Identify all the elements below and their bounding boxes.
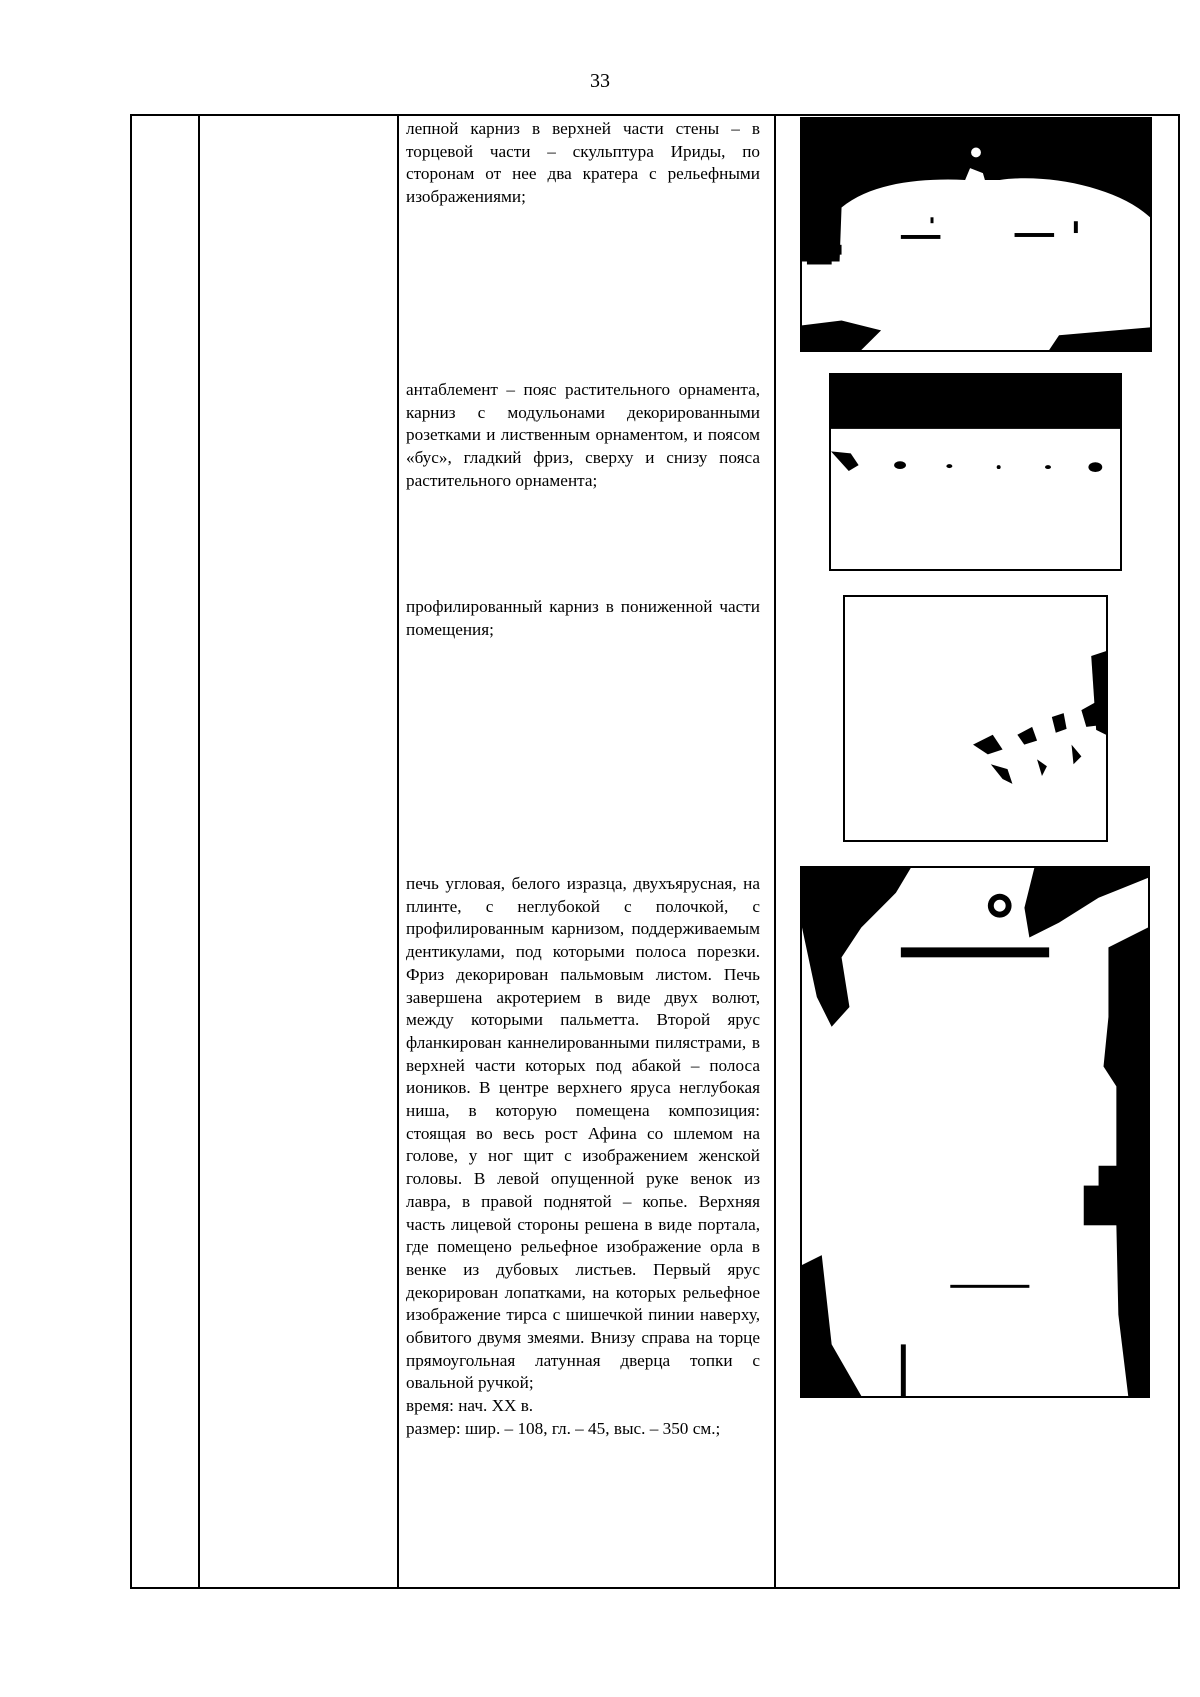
photo-corner-stove: [800, 866, 1150, 1398]
page-number: 33: [590, 70, 610, 92]
profiled-cornice-image: [845, 597, 1106, 840]
description-text: лепной карниз в верхней части стены – в торцевой части – скульптура Ириды, по сторонам от нее два кратера с рельефными изображениями;: [406, 119, 760, 207]
row-2-description: [406, 379, 760, 493]
ceiling-cornice-image: [802, 119, 1150, 350]
size-text: размер: шир. – 108, гл. – 45, выс. – 350 см.;: [406, 1418, 721, 1438]
description-text: печь угловая, белого изразца, двухъярусная, на плинте, с неглубокой с полочкой, с профилированным карнизом, поддерживаемым дентикулами, под которыми полоса порезки. Фриз декорирован пальмовым листом. Печь завершена акротерием в виде двух волют, между которыми пальметта. Второй ярус фланкирован каннелированными пилястрами, в верхней части которых под абакой – полоса иоников. В центре верхнего яруса неглубокая ниша, в которую помещена композиция: стоящая во весь рост Афина со шлемом на голове, у ног щит с изображением женской головы. В левой опущенной руке венок из лавра, в правой поднятой – копье. Верхняя часть лицевой стороны решена в виде портала, где помещено рельефное изображение орла в венке из дубовых листьев. Первый ярус декорирован лопатками, на которых рельефное изображение тирса с шишечкой пинии наверху, обвитого двумя змеями. Внизу справа на торце прямоугольная латунная дверца топки с овальной ручкой;: [406, 874, 760, 1393]
row-4-description: [406, 873, 760, 1441]
column-divider-3: [774, 116, 776, 1587]
entablature-image: [831, 375, 1120, 569]
photo-profiled-cornice: [843, 595, 1108, 842]
photo-ceiling-cornice: [800, 117, 1152, 352]
row-1-description: [406, 118, 760, 209]
description-text: профилированный карниз в пониженной части помещения;: [406, 597, 760, 639]
time-text: время: нач. XX в.: [406, 1396, 534, 1416]
row-3-description: [406, 596, 760, 641]
column-divider-1: [198, 116, 200, 1587]
column-divider-2: [397, 116, 399, 1587]
description-text: антаблемент – пояс растительного орнамента, карниз с модульонами декорированными розетками и лиственным орнаментом, и поясом «бус», гладкий фриз, сверху и снизу пояса растительного орнамента;: [406, 380, 760, 490]
photo-entablature: [829, 373, 1122, 571]
corner-stove-image: [802, 868, 1148, 1396]
